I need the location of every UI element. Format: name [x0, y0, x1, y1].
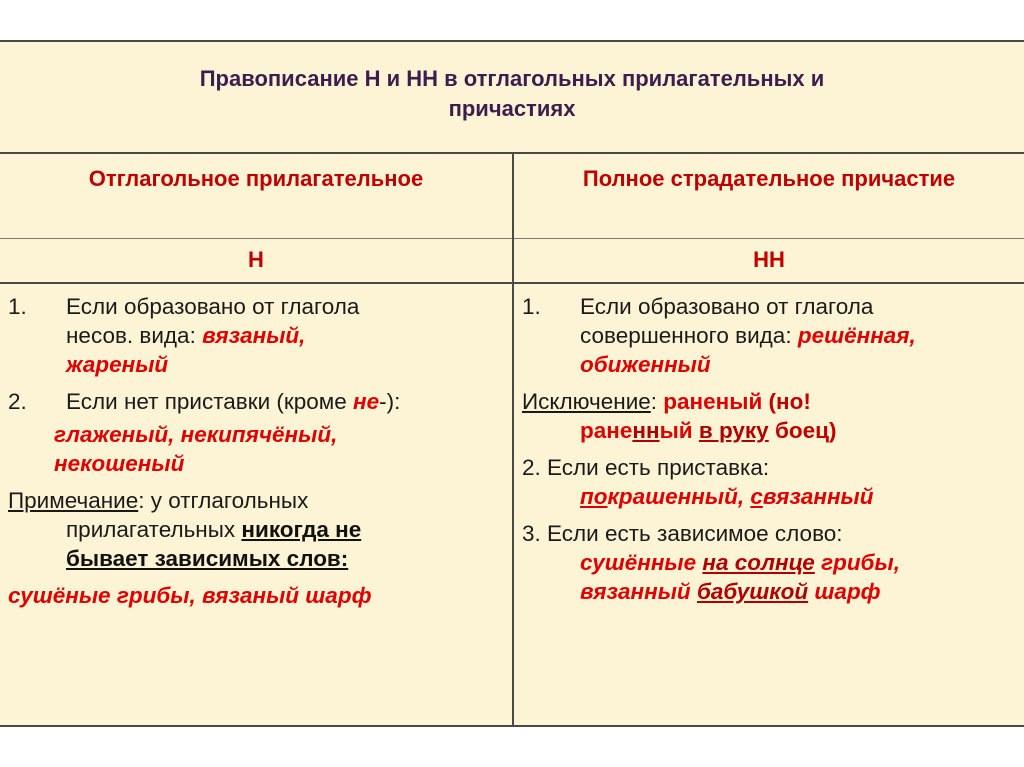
- subheader-nn: НН: [753, 247, 785, 272]
- rule-number: 1.: [522, 294, 541, 319]
- left-column: [8, 292, 508, 610]
- rules-table: [0, 40, 1024, 727]
- example-word: вязаный,: [202, 323, 306, 348]
- example-word: раненый: [663, 389, 769, 414]
- left-note-example: сушёные грибы, вязаный шарф: [8, 583, 372, 608]
- nn-highlight: нн: [632, 418, 660, 443]
- right-rule-1: 1. Если образовано от глагола совершенного вида: решённая, обиженный: [522, 294, 916, 377]
- right-rule-2: 2. Если есть приставка: покрашенный, связанный: [522, 455, 874, 509]
- title-line-1: Правописание Н и НН в отглагольных прилагательных и: [199, 66, 825, 91]
- dependent-phrase: в руку: [698, 418, 769, 443]
- left-rule-2-examples: [8, 420, 508, 478]
- right-exception: Исключение: раненый (но! раненный в руку боец): [522, 389, 837, 443]
- left-rule-2: 2. Если нет приставки (кроме не-):: [8, 389, 401, 414]
- rule-number: 2.: [8, 389, 27, 414]
- example-word: жареный: [66, 352, 169, 377]
- subheader-n: Н: [248, 247, 264, 272]
- note-label: Примечание: [8, 488, 139, 513]
- right-rule-3: 3. Если есть зависимое слово: сушённые на солнце грибы, вязанный бабушкой шарф: [522, 521, 900, 604]
- table-title: [0, 64, 1024, 124]
- prefix: с: [750, 484, 763, 509]
- example-words: глаженый, некипячёный,: [54, 422, 338, 447]
- header-adjective: Отглагольное прилагательное: [88, 166, 424, 191]
- exception-label: Исключение: [522, 389, 651, 414]
- dependent-phrase: бабушкой: [696, 579, 809, 604]
- left-rule-1: 1. Если образовано от глагола несов. вида: вязаный, жареный: [8, 294, 360, 377]
- example-word: решённая,: [797, 323, 916, 348]
- prefix-ne: не: [353, 389, 380, 414]
- rule-number: 1.: [8, 294, 27, 319]
- example-words: некошеный: [54, 451, 185, 476]
- prefix: по: [580, 484, 608, 509]
- dependent-phrase: на солнце: [702, 550, 815, 575]
- dependent-words-phrase: бывает зависимых слов:: [66, 546, 349, 571]
- never-phrase: никогда не: [241, 517, 362, 542]
- example-word: обиженный: [580, 352, 711, 377]
- column-divider: [512, 152, 514, 727]
- left-note: Примечание: у отглагольных прилагательных никогда не бывает зависимых слов:: [8, 488, 362, 571]
- right-column: [522, 292, 1020, 606]
- title-line-2: причастиях: [448, 96, 576, 121]
- header-participle: Полное страдательное причастие: [582, 166, 956, 191]
